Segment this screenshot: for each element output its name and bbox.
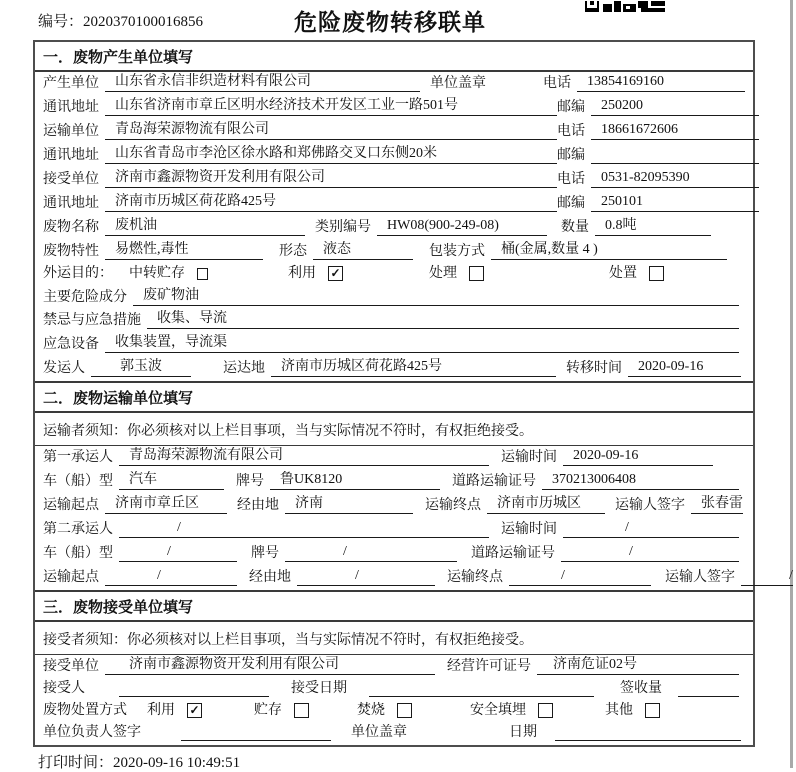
transporter-address-label: 通讯地址	[43, 147, 99, 163]
taboo-row	[35, 310, 753, 334]
vehicle2-row	[35, 542, 753, 566]
purpose-row	[35, 264, 753, 286]
destination-field: 济南市历城区荷花路425号	[271, 358, 556, 377]
disposal-store-label: 贮存	[254, 702, 282, 718]
print-time-label: 打印时间：	[38, 755, 114, 771]
road-permit1-label: 道路运输证号	[452, 474, 536, 490]
purpose-transfer-checkbox	[197, 268, 208, 280]
transporter-row	[35, 120, 753, 144]
route2-sign-field: /	[741, 567, 793, 586]
route1-via-label: 经由地	[237, 498, 279, 514]
vehicle2-type-label: 车（船）型	[43, 546, 113, 562]
receiving-person-field	[119, 695, 269, 697]
route1-end-label: 运输终点	[425, 498, 481, 514]
road-permit2-field: /	[561, 543, 739, 562]
disposal-other-label: 其他	[605, 702, 633, 718]
manifest-form	[33, 40, 793, 747]
receiver-address-row	[35, 192, 753, 216]
carrier2-field: /	[119, 519, 489, 538]
purpose-option-treat-label: 处理	[429, 265, 457, 281]
route2-start-label: 运输起点	[43, 570, 99, 586]
producer-field: 山东省永信非织造材料有限公司	[105, 73, 420, 92]
route1-start-label: 运输起点	[43, 498, 99, 514]
producer-address-label: 通讯地址	[43, 99, 99, 115]
receiver-field: 济南市鑫源物资开发利用有限公司	[105, 169, 557, 188]
receiver-row	[35, 168, 753, 192]
page-title: 危险废物转移联单	[294, 9, 486, 35]
transporter-notice: 运输者须知：你必须核对以上栏目事项，当与实际情况不符时，有权拒绝接受。	[35, 413, 753, 446]
waste-name-field: 废机油	[105, 217, 305, 236]
sender-label: 发运人	[43, 361, 85, 377]
transporter-address-field: 山东省青岛市李沧区徐水路和郑佛路交叉口东侧20米	[105, 145, 557, 164]
page-right-edge	[790, 0, 793, 768]
receiver-zip-label: 邮编	[557, 195, 585, 211]
carrier2-row	[35, 518, 753, 542]
receiver-phone-label: 电话	[557, 171, 585, 187]
receiving-date-label: 接受日期	[291, 681, 347, 697]
unit-seal2-label: 单位盖章	[351, 724, 407, 740]
receiver-notice: 接受者须知：你必须核对以上栏目事项，当与实际情况不符时，有权拒绝接受。	[35, 622, 753, 655]
carrier2-label: 第二承运人	[43, 522, 113, 538]
vehicle2-type-field: /	[119, 543, 237, 562]
vehicle1-row	[35, 470, 753, 494]
responsible-sign-field	[181, 739, 331, 741]
transporter-field: 青岛海荣源物流有限公司	[105, 121, 557, 140]
route2-end-label: 运输终点	[447, 570, 503, 586]
receiver-label: 接受单位	[43, 171, 99, 187]
purpose-option-use-label: 利用	[288, 265, 316, 281]
disposal-other-checkbox	[645, 703, 660, 718]
receiving-unit-label: 接受单位	[43, 659, 99, 675]
document-number-value: 2020370100016856	[83, 14, 204, 30]
road-permit1-field: 370213006408	[542, 471, 739, 490]
document-number-label: 编号：	[38, 14, 84, 30]
route2-row	[35, 566, 793, 590]
transporter-phone-field: 18661672606	[591, 121, 759, 140]
waste-name-row	[35, 216, 753, 240]
carrier1-time-field: 2020-09-16	[563, 447, 713, 466]
producer-phone-label: 电话	[543, 75, 571, 91]
print-time-value: 2020-09-16 10:49:51	[113, 755, 241, 771]
section3-header: 三．废物接受单位填写	[35, 590, 753, 622]
qr-code-icon	[585, 0, 667, 12]
vehicle1-type-label: 车（船）型	[43, 474, 113, 490]
purpose-option-transfer-label: 中转贮存	[129, 265, 185, 281]
packing-field: 桶(金属,数量 4 )	[491, 241, 727, 260]
received-amount-field	[678, 695, 739, 697]
hazard-label: 主要危险成分	[43, 289, 127, 305]
route1-sign-field: 张春雷	[691, 495, 743, 514]
license-field: 济南危证02号	[537, 656, 739, 675]
waste-qty-field: 0.8吨	[595, 217, 711, 236]
equipment-label: 应急设备	[43, 337, 99, 353]
disposal-burn-checkbox	[397, 703, 412, 718]
disposal-landfill-label: 安全填埋	[470, 702, 526, 718]
disposal-use-checkbox: ✓	[187, 703, 202, 718]
purpose-use-checkbox: ✓	[328, 266, 343, 281]
receiving-person-row	[35, 679, 753, 701]
disposal-burn-label: 焚烧	[357, 702, 385, 718]
route2-sign-label: 运输人签字	[665, 570, 735, 586]
hazard-row	[35, 286, 753, 310]
route1-row	[35, 494, 753, 518]
section2-header: 二．废物运输单位填写	[35, 381, 753, 413]
producer-address-row	[35, 96, 753, 120]
sender-field: 郭玉波	[91, 358, 191, 377]
waste-character-field: 易燃性,毒性	[105, 241, 263, 260]
road-permit2-label: 道路运输证号	[471, 546, 555, 562]
unit-seal-label: 单位盖章	[430, 75, 486, 91]
receiving-person-label: 接受人	[43, 681, 85, 697]
hazard-field: 废矿物油	[133, 287, 739, 306]
route1-end-field: 济南市历城区	[487, 495, 605, 514]
vehicle1-plate-label: 牌号	[236, 474, 264, 490]
carrier2-time-label: 运输时间	[501, 522, 557, 538]
taboo-label: 禁忌与应急措施	[43, 313, 141, 329]
waste-category-label: 类别编号	[315, 219, 371, 235]
producer-zip-field: 250200	[591, 97, 759, 116]
dispatch-row	[35, 357, 753, 381]
transporter-phone-label: 电话	[557, 123, 585, 139]
waste-form-field: 液态	[313, 241, 413, 260]
transporter-zip-field	[591, 162, 759, 164]
route1-sign-label: 运输人签字	[615, 498, 685, 514]
carrier2-time-field: /	[563, 519, 739, 538]
transporter-zip-label: 邮编	[557, 147, 585, 163]
transporter-address-row	[35, 144, 753, 168]
vehicle1-type-field: 汽车	[119, 471, 224, 490]
received-amount-label: 签收量	[620, 681, 662, 697]
carrier1-label: 第一承运人	[43, 450, 113, 466]
disposal-landfill-checkbox	[538, 703, 553, 718]
route2-via-field: /	[297, 567, 435, 586]
carrier1-time-label: 运输时间	[501, 450, 557, 466]
producer-label: 产生单位	[43, 75, 99, 91]
vehicle2-plate-label: 牌号	[251, 546, 279, 562]
license-label: 经营许可证号	[447, 659, 531, 675]
disposal-method-label: 废物处置方式	[43, 702, 127, 718]
producer-phone-field: 13854169160	[577, 73, 745, 92]
receiving-date-field	[369, 695, 594, 697]
vehicle2-plate-field: /	[285, 543, 457, 562]
producer-zip-label: 邮编	[557, 99, 585, 115]
carrier1-field: 青岛海荣源物流有限公司	[119, 447, 489, 466]
transfer-time-label: 转移时间	[566, 361, 622, 377]
receiving-unit-row	[35, 655, 753, 679]
carrier1-row	[35, 446, 753, 470]
route1-via-field: 济南	[285, 495, 413, 514]
waste-character-row	[35, 240, 753, 264]
receiver-zip-field: 250101	[591, 193, 759, 212]
destination-label: 运达地	[223, 361, 265, 377]
route2-start-field: /	[105, 567, 237, 586]
route2-end-field: /	[509, 567, 651, 586]
packing-label: 包装方式	[429, 243, 485, 259]
transporter-label: 运输单位	[43, 123, 99, 139]
print-time	[38, 751, 240, 772]
sign-date-label: 日期	[509, 724, 537, 740]
producer-address-field: 山东省济南市章丘区明水经济技术开发区工业一路501号	[105, 97, 557, 116]
disposal-store-checkbox	[294, 703, 309, 718]
route1-start-field: 济南市章丘区	[105, 495, 227, 514]
disposal-method-row	[35, 701, 753, 723]
responsible-sign-row	[35, 723, 753, 745]
waste-qty-label: 数量	[561, 219, 589, 235]
responsible-sign-label: 单位负责人签字	[43, 724, 141, 740]
waste-category-field: HW08(900-249-08)	[377, 217, 547, 236]
receiving-unit-field: 济南市鑫源物资开发利用有限公司	[105, 656, 435, 675]
waste-form-label: 形态	[279, 243, 307, 259]
purpose-option-dispose-label: 处置	[609, 265, 637, 281]
waste-character-label: 废物特性	[43, 243, 99, 259]
receiver-address-label: 通讯地址	[43, 195, 99, 211]
taboo-field: 收集、导流	[147, 310, 739, 329]
purpose-treat-checkbox	[469, 266, 484, 281]
section1-header: 一．废物产生单位填写	[35, 42, 753, 72]
producer-row	[35, 72, 753, 96]
equipment-row	[35, 333, 753, 357]
sign-date-field	[555, 739, 741, 741]
receiver-phone-field: 0531-82095390	[591, 169, 759, 188]
equipment-field: 收集装置，导流渠	[105, 334, 739, 353]
route2-via-label: 经由地	[249, 570, 291, 586]
vehicle1-plate-field: 鲁UK8120	[270, 471, 440, 490]
purpose-label: 外运目的：	[43, 265, 113, 281]
purpose-dispose-checkbox	[649, 266, 664, 281]
waste-name-label: 废物名称	[43, 219, 99, 235]
receiver-address-field: 济南市历城区荷花路425号	[105, 193, 557, 212]
transfer-time-field: 2020-09-16	[628, 358, 741, 377]
disposal-use-label: 利用	[147, 702, 175, 718]
